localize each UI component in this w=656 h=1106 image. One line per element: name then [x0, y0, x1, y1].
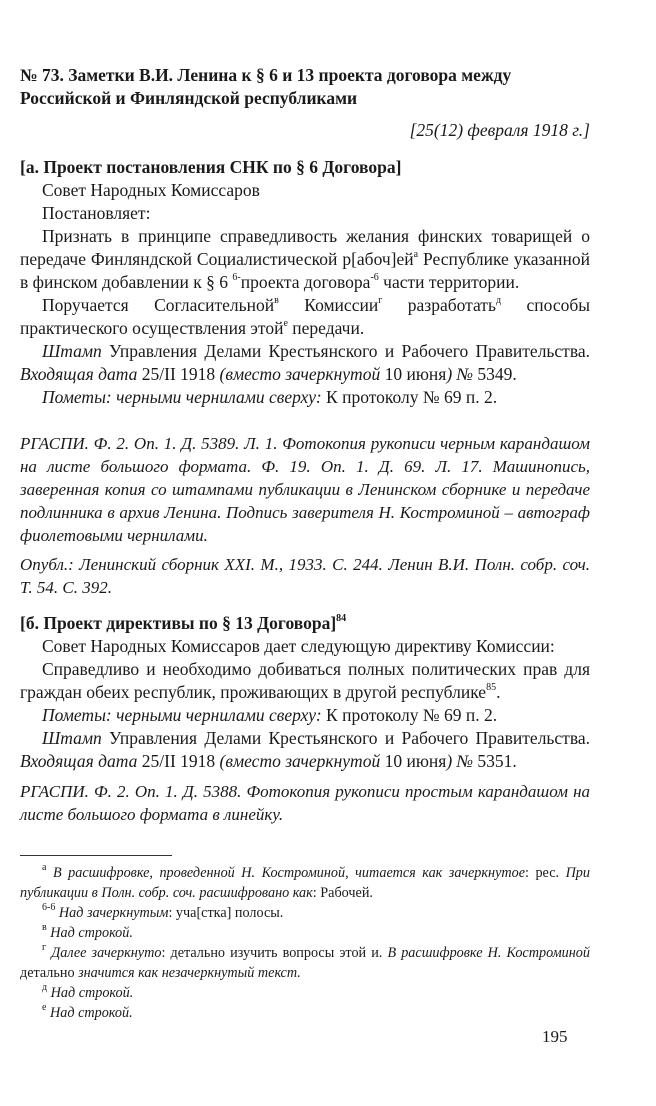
- stamp-label: (вместо зачеркнутой: [219, 364, 381, 384]
- text-run: К протоколу № 69 п. 2.: [321, 705, 498, 725]
- footnote-ref: -6: [370, 272, 379, 284]
- text-run: Управления Делами Крестьянского и Рабочего Правительства.: [101, 728, 590, 748]
- section-a-line-1: Совет Народных Комиссаров: [42, 180, 260, 200]
- section-a-heading: [а. Проект постановления СНК по § 6 Договора]: [20, 157, 402, 177]
- footnote-e: [20, 1003, 590, 1023]
- footnote-ref: в: [274, 295, 279, 307]
- stamp-label: Входящая дата: [20, 751, 138, 771]
- section-b-line-1: Совет Народных Комиссаров дает следующую директиву Комиссии:: [42, 636, 555, 656]
- footnote-ref: д: [495, 295, 502, 307]
- footnote-ref: е: [283, 318, 288, 330]
- text-run: В расшифровке Н. Костроминой: [387, 945, 590, 961]
- title-line-2: Российской и Финляндской республиками: [20, 88, 358, 108]
- text-run: : Рабочей.: [312, 885, 373, 901]
- text-run: 10 июня: [380, 364, 447, 384]
- footnotes: [20, 863, 590, 1023]
- text-run: Далее зачеркнуто: [46, 945, 162, 961]
- section-a-paragraph-2: [20, 294, 590, 340]
- text-run: : детально изучить вопросы этой и.: [161, 945, 388, 961]
- text-run: Справедливо и необходимо добиваться полных политических прав для граждан обеих республик, проживающих в другой республике: [20, 659, 590, 702]
- section-a-stamp: [20, 340, 590, 386]
- footnote-ref: 85: [486, 682, 497, 694]
- stamp-label: Штамп: [42, 341, 102, 361]
- footnote-6-6: [20, 903, 590, 923]
- document-title: [20, 64, 620, 110]
- section-b-stamp: [20, 727, 590, 773]
- text-run: проекта договора: [240, 272, 371, 292]
- footnote-a: [20, 863, 590, 903]
- text-run: Комиссии: [278, 295, 379, 315]
- text-run: В расшифровке, проведенной Н. Костроминой, читается как зачеркнутое: [46, 865, 526, 881]
- section-b-paragraph-1: [20, 658, 590, 704]
- section-a-line-2: Постановляет:: [42, 203, 151, 223]
- text-run: Над зачеркнутым: [55, 905, 169, 921]
- footnote-ref: 84: [336, 613, 347, 625]
- footnote-d: [20, 983, 590, 1003]
- text-run: [б. Проект директивы по § 13 Договора]: [20, 613, 337, 633]
- footnote-mark: г: [42, 942, 47, 954]
- footnote-mark: д: [42, 982, 48, 994]
- text-run: значится как незачеркнутый текст.: [78, 965, 301, 981]
- footnote-v: [20, 923, 590, 943]
- section-a-published: Опубл.: Ленинский сборник XXI. М., 1933. С. 244. Ленин В.И. Полн. собр. соч. Т. 54. С. 392.: [20, 555, 590, 597]
- text-run: разработать: [382, 295, 496, 315]
- text-run: Поручается Согласительной: [42, 295, 275, 315]
- footnote-mark: а: [42, 862, 47, 874]
- text-run: .: [496, 682, 501, 702]
- text-run: части территории.: [378, 272, 520, 292]
- title-line-1: № 73. Заметки В.И. Ленина к § 6 и 13 проекта договора между: [20, 65, 512, 85]
- footnote-mark: в: [42, 922, 47, 934]
- section-b-archive: РГАСПИ. Ф. 2. Оп. 1. Д. 5388. Фотокопия рукописи простым карандашом на листе большого формата в линейку.: [20, 782, 590, 824]
- section-a-archive: РГАСПИ. Ф. 2. Оп. 1. Д. 5389. Л. 1. Фотокопия рукописи черным карандашом на листе большого формата. Ф. 19. Оп. 1. Д. 69. Л. 17. Машинопись, заверенная копия со штампами публикации в Ленинском сборнике и передаче подлинника в архив Ленина. Подпись заверителя Н. Костроминой – автограф фиолетовыми чернилами.: [20, 434, 590, 545]
- stamp-label: ) №: [446, 751, 474, 771]
- text-run: : рес.: [525, 865, 566, 881]
- stamp-label: (вместо зачеркнутой: [219, 751, 381, 771]
- footnote-ref: 6-: [232, 272, 241, 284]
- text-run: Признать в принципе справедливость желания финских товарищей о передаче Финляндской Социалистической р[абоч]ей: [20, 226, 590, 269]
- footnote-mark: 6-6: [42, 902, 56, 914]
- stamp-label: Штамп: [42, 728, 102, 748]
- text-run: 5349.: [473, 364, 517, 384]
- footnote-ref: г: [378, 295, 383, 307]
- text-run: 10 июня: [380, 751, 447, 771]
- text-run: Республике указанной в финском добавлении к § 6: [20, 249, 590, 292]
- text-run: К протоколу № 69 п. 2.: [321, 387, 498, 407]
- section-b-heading: [20, 612, 590, 635]
- text-run: 25/II 1918: [137, 751, 220, 771]
- text-run: передачи.: [287, 318, 365, 338]
- text-run: способы практического осуществления этой: [20, 295, 590, 338]
- section-a-marks: [20, 386, 590, 409]
- text-run: При публикации в Полн. собр. соч. расшифровано как: [20, 865, 590, 901]
- section-b: [20, 612, 590, 773]
- text-run: Управления Делами Крестьянского и Рабочего Правительства.: [101, 341, 590, 361]
- page-number: 195: [542, 1027, 568, 1046]
- text-run: 25/II 1918: [137, 364, 220, 384]
- text-run: : уча[стка] полосы.: [168, 905, 284, 921]
- text-run: детально: [20, 965, 79, 981]
- text-run: 5351.: [473, 751, 517, 771]
- text-run: Над строкой.: [47, 985, 134, 1001]
- text-run: Над строкой.: [46, 1005, 133, 1021]
- section-a: [20, 156, 590, 409]
- footnote-divider: [20, 855, 172, 856]
- section-a-paragraph-1: [20, 225, 590, 294]
- text-run: Над строкой.: [46, 925, 133, 941]
- footnote-mark: е: [42, 1002, 47, 1014]
- stamp-label: Входящая дата: [20, 364, 138, 384]
- footnote-ref: а: [413, 249, 419, 261]
- footnote-g: [20, 943, 590, 983]
- stamp-label: ) №: [446, 364, 474, 384]
- section-b-marks: [20, 704, 590, 727]
- marks-label: Пометы: черными чернилами сверху:: [42, 387, 322, 407]
- document-date: [25(12) февраля 1918 г.]: [409, 120, 590, 140]
- marks-label: Пометы: черными чернилами сверху:: [42, 705, 322, 725]
